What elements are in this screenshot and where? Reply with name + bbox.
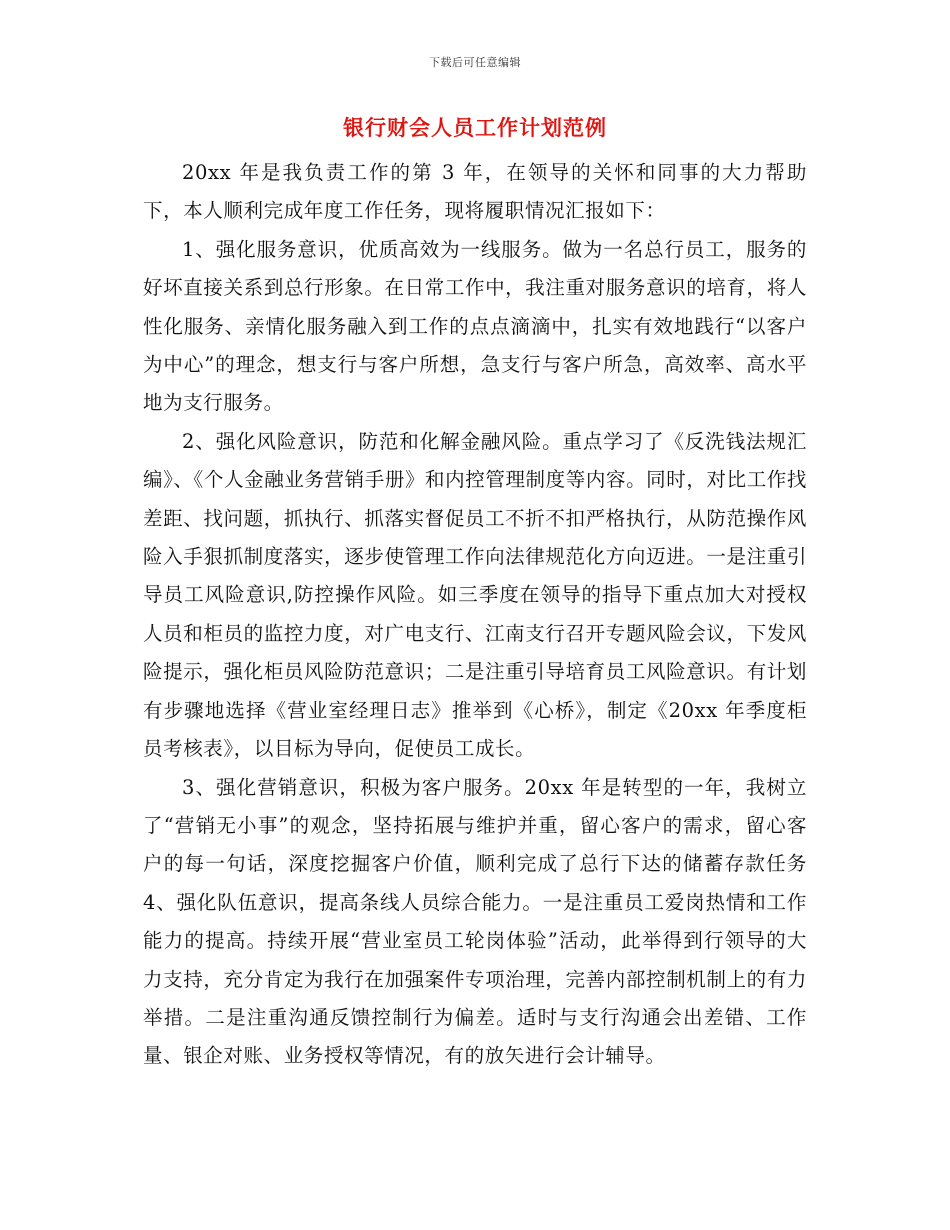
document-title: 银行财会人员工作计划范例	[343, 116, 607, 140]
header-note: 下载后可任意编辑	[429, 56, 521, 69]
intro-paragraph: 20xx 年是我负责工作的第 3 年，在领导的关怀和同事的大力帮助下，本人顺利完成年度工作任务，现将履职情况汇报如下：	[143, 161, 807, 223]
service-paragraph: 1、强化服务意识，优质高效为一线服务。做为一名总行员工，服务的好坏直接关系到总行形象。在日常工作中，我注重对服务意识的培育，将人性化服务、亲情化服务融入到工作的点点滴滴中，扎实有效地践行“以客户为中心”的理念，想支行与客户所想，急支行与客户所急，高效率、高水平地为支行服务。	[143, 237, 807, 415]
risk-paragraph: 2、强化风险意识，防范和化解金融风险。重点学习了《反洗钱法规汇编》、《个人金融业务营销手册》和内控管理制度等内容。同时，对比工作找差距、找问题，抓执行、抓落实督促员工不折不扣严格执行，从防范操作风险入手狠抓制度落实，逐步使管理工作向法律规范化方向迈进。一是注重引导员工风险意识,防控操作风险。如三季度在领导的指导下重点加大对授权人员和柜员的监控力度，对广电支行、江南支行召开专题风险会议，下发风险提示，强化柜员风险防范意识；二是注重引导培育员工风险意识。有计划有步骤地选择《营业室经理日志》推举到《心桥》，制定《20xx 年季度柜员考核表》，以目标为导向，促使员工成长。	[143, 429, 807, 761]
document-body	[143, 154, 807, 1076]
marketing-paragraph: 3、强化营销意识，积极为客户服务。20xx 年是转型的一年，我树立了“营销无小事”的观念，坚持拓展与维护并重，留心客户的需求，留心客户的每一句话，深度挖掘客户价值，顺利完成了总行下达的储蓄存款任务 4、强化队伍意识，提高条线人员综合能力。一是注重员工爱岗热情和工作能力的提高。持续开展“营业室员工轮岗体验”活动，此举得到行领导的大力支持，充分肯定为我行在加强案件专项治理，完善内部控制机制上的有力举措。二是注重沟通反馈控制行为偏差。适时与支行沟通会出差错、工作量、银企对账、业务授权等情况，有的放矢进行会计辅导。	[143, 775, 807, 1068]
